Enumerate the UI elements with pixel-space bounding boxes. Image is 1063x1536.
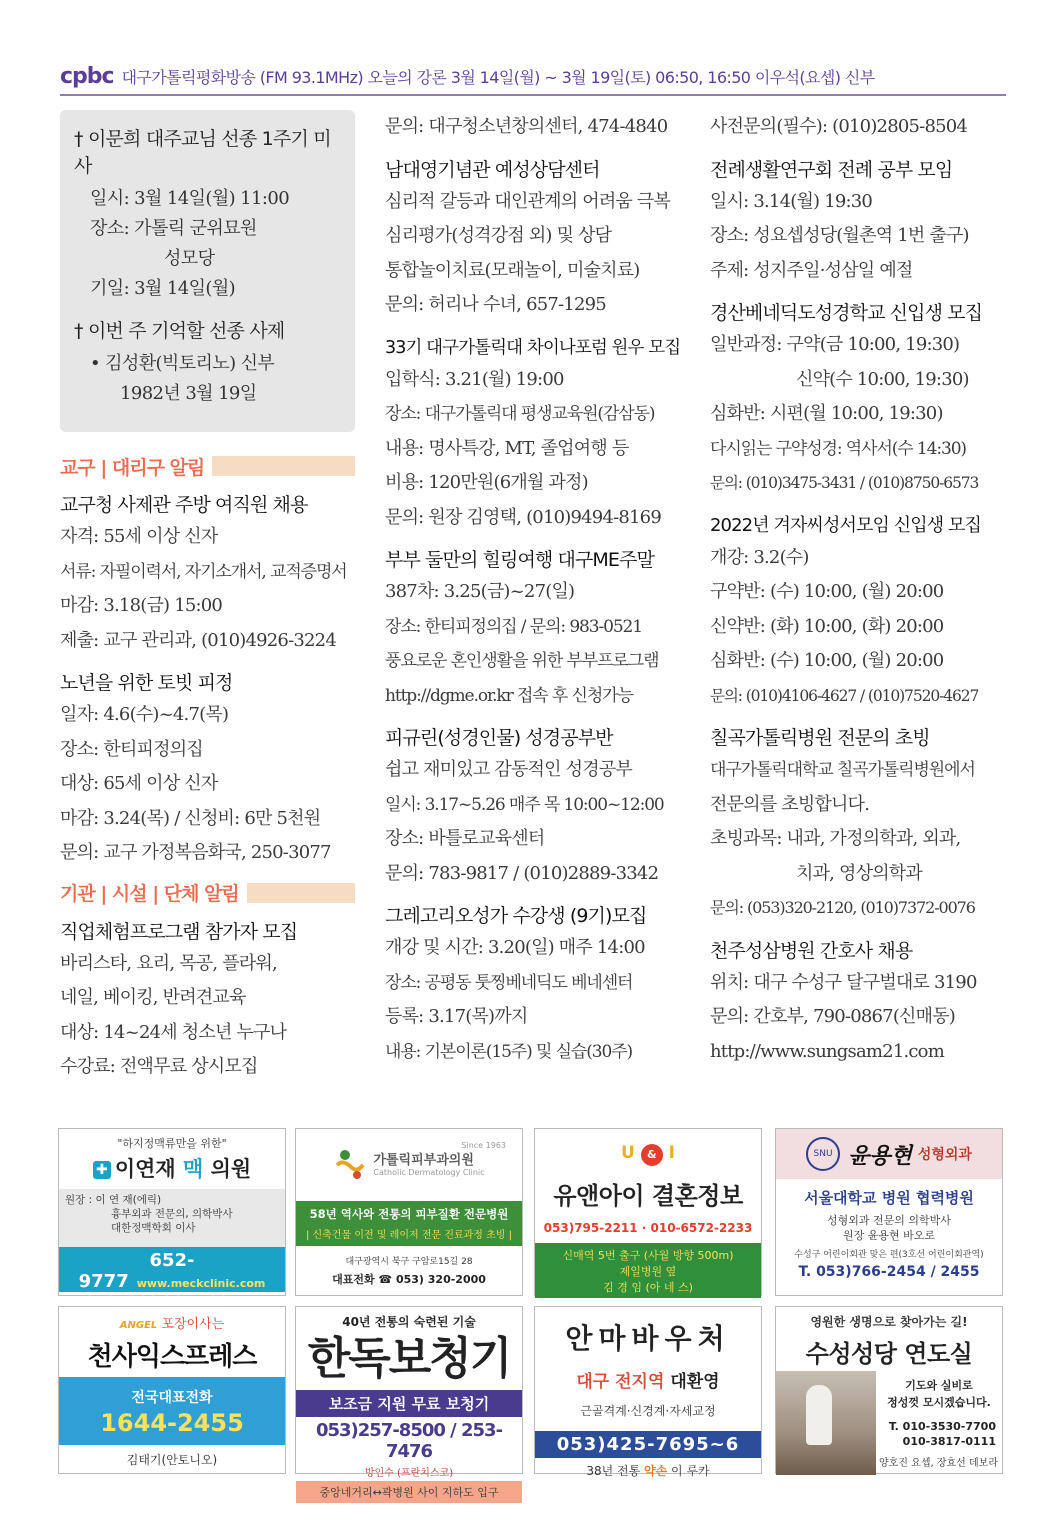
notice-line: 장소: 대구가톨릭대 평생교육원(감삼동) bbox=[385, 404, 655, 424]
angel-logo-icon: ANGEL bbox=[119, 1320, 158, 1331]
notice-title: 그레고리오성가 수강생 (9기)모집 bbox=[385, 905, 647, 927]
notice-line: 문의: 대구청소년창의센터, 474-4840 bbox=[385, 116, 668, 137]
memorial-box bbox=[60, 110, 355, 432]
ad-you-and-i-marriage: U & I 유앤아이 결혼정보 053)795-2211 · 010-6572-2233 신매역 5번 출구 (사월 방향 500m) 제일병원 옆 김 경 임 (아 네 스) bbox=[534, 1128, 762, 1296]
notice-line: 위치: 대구 수성구 달구벌대로 3190 bbox=[710, 971, 977, 993]
notice-line: 초빙과목: 내과, 가정의학과, 외과, bbox=[710, 828, 961, 849]
notice-line: 장소: 공평동 툿찡베네딕도 베네센터 bbox=[385, 972, 633, 993]
notice-line: 사전문의(필수): (010)2805-8504 bbox=[710, 116, 968, 137]
notice-line: 개강: 3.2(수) bbox=[710, 546, 809, 568]
notice-line: 대상: 65세 이상 신자 bbox=[60, 773, 218, 794]
section-label-diocese: 교구 | 대리구 알림 bbox=[60, 452, 355, 480]
column-1 bbox=[60, 110, 355, 1085]
memorial-anniversary: 기일: 3월 14일(월) bbox=[90, 278, 236, 299]
notice-line: 심화반: (수) 10:00, (월) 20:00 bbox=[710, 650, 944, 671]
notice-line: 문의: 교구 가정복음화국, 250-3077 bbox=[60, 842, 331, 863]
notice-line: 네일, 베이킹, 반려견교육 bbox=[60, 987, 246, 1008]
notice-line: 심리적 갈등과 대인관계의 어려움 극복 bbox=[385, 190, 671, 212]
notice-line: 비용: 120만원(6개월 과정) bbox=[385, 472, 588, 493]
notice-title: 남대영기념관 예성상담센터 bbox=[385, 158, 600, 181]
deceased-priests-title: † 이번 주 기억할 선종 사제 bbox=[74, 320, 285, 342]
notice-title: 교구청 사제관 주방 여직원 채용 bbox=[60, 494, 308, 516]
notice-title: 천주성삼병원 간호사 채용 bbox=[710, 939, 913, 962]
notice-title: 전례생활연구회 전례 공부 모임 bbox=[710, 158, 953, 181]
section-label-organizations: 기관 | 시설 | 단체 알림 bbox=[60, 879, 355, 907]
dermatology-logo-icon bbox=[333, 1145, 367, 1181]
deceased-priest-date: 1982년 3월 19일 bbox=[120, 383, 257, 404]
notice-title: 부부 둘만의 힐링여행 대구ME주말 bbox=[385, 549, 654, 571]
notice-line: 풍요로운 혼인생활을 위한 부부프로그램 bbox=[385, 651, 659, 671]
notice-line: 서류: 자필이력서, 자기소개서, 교적증명서 bbox=[60, 561, 347, 582]
notice-line: 구약반: (수) 10:00, (월) 20:00 bbox=[710, 581, 944, 602]
notice-line: 장소: 한티피정의집 / 문의: 983-0521 bbox=[385, 616, 642, 637]
notice-line: 문의: 원장 김영택, (010)9494-8169 bbox=[385, 506, 661, 528]
page-header bbox=[60, 58, 1006, 96]
memorial-place-2: 성모당 bbox=[164, 248, 215, 269]
notice-line: 일시: 3.17~5.26 매주 목 10:00~12:00 bbox=[385, 794, 664, 815]
header-text: 대구가톨릭평화방송 (FM 93.1MHz) 오늘의 강론 3월 14일(월) ~ 3월 19일(토) 06:50, 16:50 이우석(요셉) 신부 bbox=[121, 67, 875, 87]
notice-line: 등록: 3.17(목)까지 bbox=[385, 1006, 528, 1027]
university-seal-icon: SNU bbox=[806, 1137, 840, 1171]
notice-line: 주제: 성지주일·성삼일 예절 bbox=[710, 259, 913, 281]
notice-line: 전문의를 초빙합니다. bbox=[710, 793, 870, 815]
notice-line: 문의: (010)3475-3431 / (010)8750-6573 bbox=[710, 474, 979, 492]
notice-line: 일시: 3.14(월) 19:30 bbox=[710, 190, 873, 212]
notice-line: 수강료: 전액무료 상시모집 bbox=[60, 1056, 258, 1077]
memorial-date: 일시: 3월 14일(월) 11:00 bbox=[90, 188, 290, 209]
notice-line: 심화반: 시편(월 10:00, 19:30) bbox=[710, 403, 943, 424]
notice-line: 통합놀이치료(모래놀이, 미술치료) bbox=[385, 259, 640, 281]
notice-title: 직업체험프로그램 참가자 모집 bbox=[60, 920, 298, 943]
notice-line: 쉽고 재미있고 감동적인 성경공부 bbox=[385, 759, 632, 780]
notice-line: 장소: 바틀로교육센터 bbox=[385, 828, 545, 849]
notice-line: 개강 및 시간: 3.20(일) 매주 14:00 bbox=[385, 937, 645, 958]
notice-line: 내용: 기본이론(15주) 및 실습(30주) bbox=[385, 1041, 633, 1062]
notice-line: http://www.sungsam21.com bbox=[710, 1040, 944, 1062]
notice-line: 일반과정: 구약(금 10:00, 19:30) bbox=[710, 334, 960, 355]
column-2 bbox=[385, 110, 685, 1069]
cross-icon: ✚ bbox=[93, 1161, 111, 1179]
ad-lee-yeonjae-clinic: "하지정맥류만을 위한" ✚ 이연재 맥 의원 원장 : 이 연 재(에릭) 흉부외과 전문의, 의학박사 대한정맥학회 이사 652-9777 www.meckclinic.com 서부정류장에서 남대구 IC방향 200m bbox=[58, 1128, 286, 1296]
notice-line: http://dgme.or.kr 접속 후 신청가능 bbox=[385, 685, 633, 706]
notice-line: 다시읽는 구약성경: 역사서(수 14:30) bbox=[710, 438, 966, 459]
notice-line: 자격: 55세 이상 신자 bbox=[60, 526, 218, 547]
notice-line: 문의: (010)4106-4627 / (010)7520-4627 bbox=[710, 686, 979, 705]
notice-title: 노년을 위한 토빗 피정 bbox=[60, 672, 233, 694]
notice-title: 피규린(성경인물) 성경공부반 bbox=[385, 727, 613, 749]
notice-line: 장소: 한티피정의집 bbox=[60, 738, 203, 760]
memorial-title: † 이문희 대주교님 선종 1주기 미사 bbox=[74, 128, 331, 177]
notice-line: 제출: 교구 관리과, (010)4926-3224 bbox=[60, 629, 336, 651]
notice-line: 치과, 영상의학과 bbox=[796, 862, 922, 884]
notice-title: 경산베네딕도성경학교 신입생 모집 bbox=[710, 302, 983, 324]
ad-massage-voucher: 안마바우처 대구 전지역 대환영 근골격계·신경계·자세교정 053)425-7695~6 38년 전통 약손 이 루카 bbox=[534, 1306, 762, 1474]
notice-line: 마감: 3.24(목) / 신청비: 6만 5천원 bbox=[60, 807, 321, 829]
deceased-priest: • 김성환(빅토리노) 신부 bbox=[90, 353, 275, 374]
ad-handok-hearing-aid: 40년 전통의 숙련된 기술 한독보청기 보조금 지원 무료 보청기 053)257-8500 / 253-7476 방인수 (프란치스코) 중앙네거리↔곽병원 사이 지하도 입구 bbox=[295, 1306, 523, 1474]
cpbc-logo: cpbc bbox=[60, 63, 114, 89]
ad-catholic-dermatology: Since 1963 가톨릭피부과의원 Catholic Dermatology Clinic 58년 역사와 전통의 피부질환 전문병원 | 신축건물 이전 및 레이저 전문 진료과정 초빙 | 대구광역시 북구 구암로15길 28 대표전화 ☎ 053) 320-2000 bbox=[295, 1128, 523, 1296]
notice-line: 신약반: (화) 10:00, (화) 20:00 bbox=[710, 615, 944, 637]
notice-title: 2022년 겨자씨성서모임 신입생 모집 bbox=[710, 514, 982, 536]
ad-yoon-plastic-surgery: SNU 윤용현 성형외과 서울대학교 병원 협력병원 성형외과 전문의 의학박사 원장 윤용현 바오로 수성구 어린이회관 맞은 편(3호선 어린이회관역) T. 053)766-2454 / 2455 bbox=[775, 1128, 1003, 1296]
notice-line: 입학식: 3.21(월) 19:00 bbox=[385, 368, 564, 390]
notice-line: 문의: (053)320-2120, (010)7372-0076 bbox=[710, 898, 975, 917]
notice-line: 일자: 4.6(수)~4.7(목) bbox=[60, 704, 229, 725]
ad-suseong-cathedral-memorial: 영원한 생명으로 찾아가는 길! 수성성당 연도실 기도와 실비로 정성껏 모시겠습니다. T. 010-3530-7700 010-3817-0111 양호진 요셉, 장효선 데보라 bbox=[775, 1306, 1003, 1474]
notice-line: 심리평가(성격강점 외) 및 상담 bbox=[385, 225, 612, 246]
ad-angel-express: ANGEL 포장이사는 천사익스프레스 전국대표전화 1644-2455 김태기(안토니오) bbox=[58, 1306, 286, 1474]
notice-line: 내용: 명사특강, MT, 졸업여행 등 bbox=[385, 437, 629, 459]
notice-title: 33기 대구가톨릭대 차이나포럼 원우 모집 bbox=[385, 337, 681, 358]
column-3 bbox=[710, 110, 1010, 1069]
notice-line: 신약(수 10:00, 19:30) bbox=[796, 368, 969, 390]
notice-line: 대구가톨릭대학교 칠곡가톨릭병원에서 bbox=[710, 760, 975, 780]
notice-line: 장소: 성요셉성당(월촌역 1번 출구) bbox=[710, 225, 969, 246]
notice-line: 대상: 14~24세 청소년 누구나 bbox=[60, 1021, 287, 1043]
notice-line: 문의: 783-9817 / (010)2889-3342 bbox=[385, 862, 659, 884]
notice-title: 칠곡가톨릭병원 전문의 초빙 bbox=[710, 727, 930, 749]
notice-line: 바리스타, 요리, 목공, 플라워, bbox=[60, 952, 277, 974]
notice-line: 문의: 허리나 수녀, 657-1295 bbox=[385, 294, 606, 315]
notice-line: 문의: 간호부, 790-0867(신매동) bbox=[710, 1006, 956, 1027]
memorial-place: 장소: 가톨릭 군위묘원 bbox=[90, 218, 257, 239]
notice-line: 387차: 3.25(금)~27(일) bbox=[385, 581, 575, 602]
notice-line: 마감: 3.18(금) 15:00 bbox=[60, 595, 223, 616]
